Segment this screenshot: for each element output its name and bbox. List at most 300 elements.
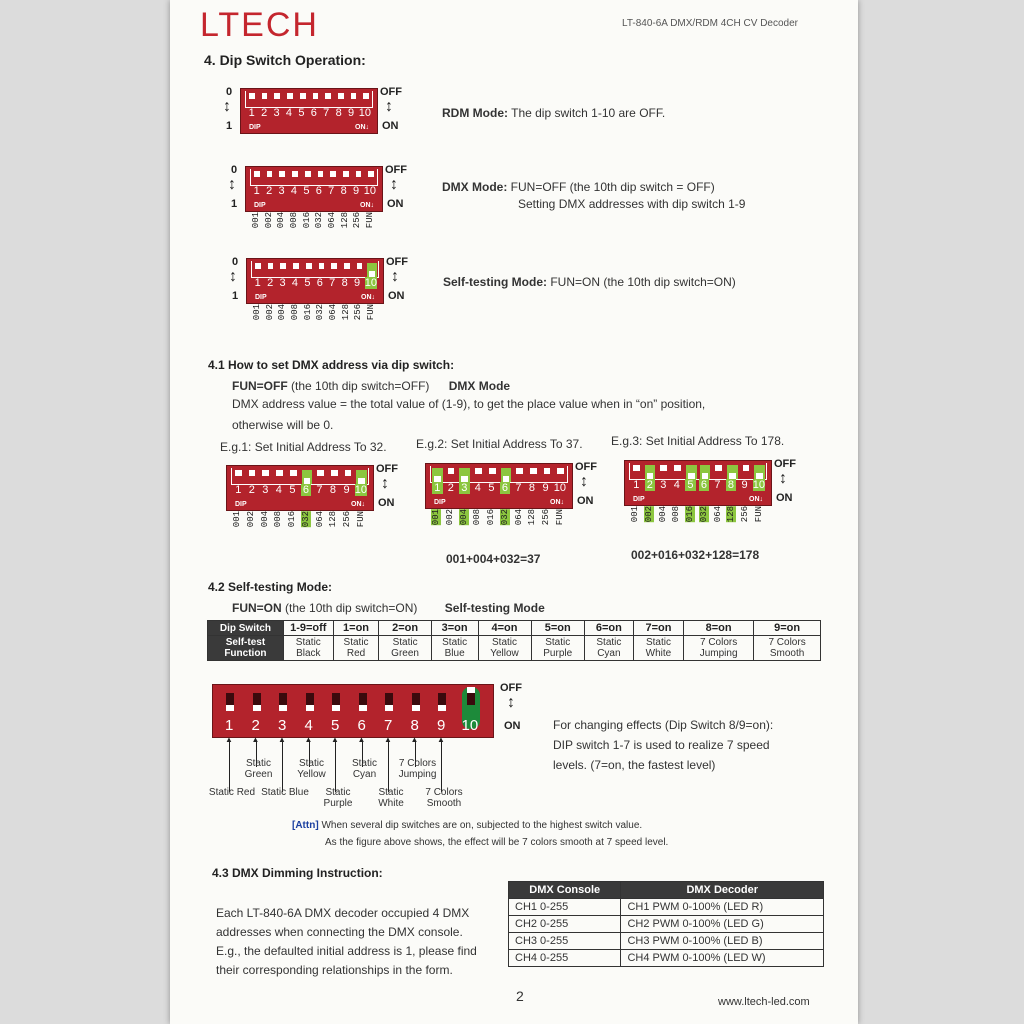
big-dip-knob xyxy=(253,705,261,711)
big-dip-knob xyxy=(226,705,234,711)
dip-slots xyxy=(233,470,367,484)
dip-number: 7 xyxy=(329,277,336,289)
dip-switch-10 xyxy=(366,171,376,185)
dip-values xyxy=(251,212,375,228)
dip-knob xyxy=(557,468,564,474)
dip-label: DIP xyxy=(434,499,446,506)
speed-note-2: DIP switch 1-7 is used to realize 7 speed xyxy=(553,738,770,752)
dip-switch-8 xyxy=(329,470,340,484)
dip-value: 001 xyxy=(431,509,441,526)
example-2-title: E.g.2: Set Initial Address To 37. xyxy=(416,437,583,451)
dip-value: 004 xyxy=(259,511,270,528)
dip-value: 008 xyxy=(472,509,483,526)
dip-value: 002 xyxy=(264,304,275,321)
dip-switch-9 xyxy=(542,468,553,482)
off-label: OFF xyxy=(386,256,408,268)
attn-note-1 xyxy=(292,820,642,831)
pointer-arrowhead: ▲ xyxy=(251,735,260,744)
dip-number: 4 xyxy=(474,482,481,494)
on-label: ON xyxy=(382,120,399,132)
dip-knob xyxy=(530,468,537,474)
effect-label-bottom: Static Blue xyxy=(261,787,309,798)
dip-value: 002 xyxy=(263,212,274,229)
dip-number: 4 xyxy=(275,484,282,496)
dip-on-label: ON↓ xyxy=(749,496,763,503)
dip-number: 4 xyxy=(291,277,299,289)
dmx-mapping-table xyxy=(508,881,824,967)
dip-switch-1 xyxy=(247,93,257,107)
dip-value: 004 xyxy=(657,506,668,523)
s42-fun-line xyxy=(232,601,545,615)
table-cell: Static Red xyxy=(333,636,379,661)
dip-knob xyxy=(331,263,337,269)
big-dip-knob xyxy=(412,705,420,711)
table-row xyxy=(509,950,824,967)
dip-switch-3 xyxy=(277,171,287,185)
dip-number: 9 xyxy=(353,185,360,197)
big-dip-knob xyxy=(306,705,314,711)
dip-values xyxy=(232,511,366,527)
on-label: ON xyxy=(577,495,594,507)
dip-number: 9 xyxy=(542,482,549,494)
dip-on-label: ON↓ xyxy=(360,202,374,209)
dip-label: DIP xyxy=(254,202,266,209)
model-name: LT-840-6A DMX/RDM 4CH CV Decoder xyxy=(622,18,798,29)
dip-switch-4 xyxy=(285,93,295,107)
dmx-mode-desc: FUN=OFF (the 10th dip switch = OFF) xyxy=(510,180,715,194)
dip-switch-8 xyxy=(727,465,738,479)
dip-switch-10 xyxy=(356,470,367,484)
table-cell: CH1 PWM 0-100% (LED R) xyxy=(621,899,824,916)
attn-note-2: As the figure above shows, the effect will be 7 colors smooth at 7 speed level. xyxy=(325,837,669,848)
dip-number: 2 xyxy=(248,484,255,496)
off-label: OFF xyxy=(385,164,407,176)
dip-number: 5 xyxy=(685,479,696,491)
dip-switch-6 xyxy=(501,468,512,482)
big-dip-knob xyxy=(359,705,367,711)
dip-value: 008 xyxy=(671,506,682,523)
big-dip-number: 8 xyxy=(410,717,419,734)
dip-switch-5 xyxy=(487,468,498,482)
dip-number: 8 xyxy=(335,107,342,119)
dip-knob xyxy=(262,470,269,476)
dip-value: 256 xyxy=(740,506,751,523)
dip-number: 5 xyxy=(289,484,296,496)
dip-knob xyxy=(235,470,242,476)
table-cell: 4=on xyxy=(478,621,531,636)
s42-fun: FUN=ON xyxy=(232,601,282,615)
self-test-dip-switch xyxy=(212,684,494,738)
dip-switch-6 xyxy=(311,93,321,107)
dip-switch-8 xyxy=(336,93,346,107)
dip-number: 10 xyxy=(553,482,567,494)
off-label: OFF xyxy=(774,458,796,470)
table-cell: Static Purple xyxy=(531,636,584,661)
dip-value: 064 xyxy=(712,506,723,523)
one-label: 1 xyxy=(226,120,233,132)
dip-footer xyxy=(633,496,763,503)
dip-switch-2 xyxy=(265,171,275,185)
dip-value: 008 xyxy=(273,511,284,528)
example-3-sum: 002+016+032+128=178 xyxy=(631,548,760,562)
effect-label-bottom: Static White xyxy=(378,787,404,809)
dip-switch-3 xyxy=(278,263,288,277)
dip-value: 128 xyxy=(328,511,339,528)
dip-switch-9 xyxy=(355,263,365,277)
dip-number: 3 xyxy=(273,107,280,119)
table-cell: Static Cyan xyxy=(584,636,633,661)
dip-switch-8 xyxy=(342,263,352,277)
table-cell: 7 Colors Jumping xyxy=(684,636,754,661)
dip-label: DIP xyxy=(255,294,267,301)
dip-knob xyxy=(715,465,722,471)
pointer-arrowhead: ▲ xyxy=(331,735,339,744)
dip-value: 128 xyxy=(527,509,538,526)
table-cell: 7 Colors Smooth xyxy=(754,636,821,661)
table-cell: 1-9=off xyxy=(283,621,333,636)
effect-label-bottom: Static Purple xyxy=(323,787,353,809)
big-dip-number: 1 xyxy=(225,717,234,734)
dip-switch-7 xyxy=(514,468,525,482)
dip-knob xyxy=(356,171,362,177)
dip-value: FUN xyxy=(753,506,764,523)
dip-number: 9 xyxy=(343,484,350,496)
dip-switch-3 xyxy=(658,465,669,479)
dmx-table-header xyxy=(509,882,824,899)
updown-arrow: ↕ xyxy=(391,268,399,285)
dip-value: 256 xyxy=(342,511,353,528)
on-label: ON xyxy=(387,198,404,210)
dip-knob xyxy=(290,470,297,476)
s43-line-3: E.g., the defaulted initial address is 1, please find xyxy=(216,944,477,958)
dip-knob xyxy=(345,470,352,476)
footer-url: www.ltech-led.com xyxy=(718,996,810,1008)
table-row xyxy=(509,916,824,933)
s42-mode: Self-testing Mode xyxy=(444,601,545,615)
table-cell: 2=on xyxy=(379,621,431,636)
big-dip-slot xyxy=(412,693,420,711)
big-dip-number: 2 xyxy=(251,717,260,734)
big-dip-switch-7 xyxy=(382,693,396,711)
big-dip-knob xyxy=(332,705,340,711)
dip-knob xyxy=(319,263,325,269)
zero-label: 0 xyxy=(226,86,233,98)
dip-knob xyxy=(743,465,750,471)
rdm-mode-text xyxy=(442,106,665,120)
big-dip-number: 6 xyxy=(357,717,366,734)
updown-arrow: ↕ xyxy=(385,98,393,115)
pointer-line xyxy=(229,742,230,792)
dip-number: 6 xyxy=(500,482,511,494)
dip-value: 128 xyxy=(726,506,737,523)
dip-switch-7 xyxy=(328,171,338,185)
big-dip-slot xyxy=(438,693,446,711)
dmx-mode-text xyxy=(442,180,715,194)
dip-switch-2 xyxy=(645,465,656,479)
table-cell: CH2 PWM 0-100% (LED G) xyxy=(621,916,824,933)
self-test-dip-switch-small xyxy=(246,258,384,304)
dip-switch-5 xyxy=(304,263,314,277)
updown-arrow-left: ↕ xyxy=(223,98,231,115)
big-on-label: ON xyxy=(504,720,521,732)
dip-slots xyxy=(247,93,371,107)
dip-switch-3 xyxy=(260,470,271,484)
dip-knob xyxy=(448,468,455,474)
dip-knob xyxy=(325,93,331,99)
dip-knob xyxy=(674,465,681,471)
big-dip-switch-1 xyxy=(223,693,237,711)
dip-number: 10 xyxy=(363,185,377,197)
dip-number: 7 xyxy=(515,482,522,494)
table-cell: CH4 PWM 0-100% (LED W) xyxy=(621,950,824,967)
one-label: 1 xyxy=(232,290,239,302)
big-dip-switch-9 xyxy=(435,693,449,711)
dip-number: 3 xyxy=(262,484,269,496)
dip-footer xyxy=(255,294,375,301)
big-dip-knob xyxy=(385,705,393,711)
dip-switch-7 xyxy=(329,263,339,277)
table-row xyxy=(509,933,824,950)
off-label: OFF xyxy=(376,463,398,475)
table-cell: Static Yellow xyxy=(478,636,531,661)
dip-number: 7 xyxy=(316,484,323,496)
dip-value: 256 xyxy=(352,212,363,229)
dip-value: 064 xyxy=(314,511,325,528)
dip-slots xyxy=(432,468,566,482)
table-cell: CH2 0-255 xyxy=(509,916,621,933)
dip-knob xyxy=(516,468,523,474)
speed-note-1: For changing effects (Dip Switch 8/9=on): xyxy=(553,718,774,732)
dip-number: 5 xyxy=(303,185,310,197)
dip-number: 3 xyxy=(459,482,470,494)
off-label: OFF xyxy=(380,86,402,98)
big-dip-slot xyxy=(253,693,261,711)
effect-label-top: Static Yellow xyxy=(297,758,326,780)
table-cell: 3=on xyxy=(431,621,478,636)
dip-knob xyxy=(633,465,640,471)
dip-values xyxy=(252,304,376,320)
dip-slots xyxy=(253,263,377,277)
dip-switch-4 xyxy=(473,468,484,482)
dip-value: 004 xyxy=(458,509,469,526)
table-cell: 1=on xyxy=(333,621,379,636)
dip-value: 032 xyxy=(300,511,311,528)
dip-number: 6 xyxy=(315,185,322,197)
dip-on-label: ON↓ xyxy=(351,501,365,508)
page-number: 2 xyxy=(516,988,524,1004)
big-dip-slot xyxy=(385,693,393,711)
pointer-arrowhead: ▲ xyxy=(278,735,286,744)
dip-switch-6 xyxy=(317,263,327,277)
dip-number: 8 xyxy=(726,479,737,491)
dip-value: 032 xyxy=(499,509,510,526)
table-cell: Static Blue xyxy=(431,636,478,661)
dip-footer xyxy=(235,501,365,508)
self-test-row-switch xyxy=(208,621,821,636)
dip-switch-3 xyxy=(459,468,470,482)
dip-number: 4 xyxy=(285,107,293,119)
dip-value: 064 xyxy=(513,509,524,526)
big-off-label: OFF xyxy=(500,682,522,694)
dip-footer xyxy=(249,124,369,131)
dip-knob xyxy=(287,93,293,99)
dip-switch-6 xyxy=(700,465,711,479)
dip-number: 8 xyxy=(341,277,348,289)
dip-knob xyxy=(363,93,369,99)
dip-switch-4 xyxy=(672,465,683,479)
table-cell: 9=on xyxy=(754,621,821,636)
dip-value: 128 xyxy=(339,212,350,229)
big-dip-switch-6 xyxy=(356,693,370,711)
s41-fun-desc: (the 10th dip switch=OFF) xyxy=(291,379,430,393)
table-cell: 5=on xyxy=(531,621,584,636)
big-dip-number: 3 xyxy=(278,717,287,734)
dip-number: 8 xyxy=(528,482,536,494)
dmx-console-header: DMX Console xyxy=(509,882,621,899)
dip-knob xyxy=(274,93,280,99)
dip-switch-8 xyxy=(528,468,539,482)
manual-page xyxy=(170,0,858,1024)
rdm-mode-label: RDM Mode: xyxy=(442,106,508,120)
dip-values xyxy=(431,509,565,525)
dip-number: 3 xyxy=(279,277,286,289)
dmx-mode-label: DMX Mode: xyxy=(442,180,508,194)
dip-switch-6 xyxy=(302,470,313,484)
section-4-2-title: 4.2 Self-testing Mode: xyxy=(208,580,333,594)
dip-knob xyxy=(351,93,357,99)
dip-number: 1 xyxy=(432,482,443,494)
dip-number: 5 xyxy=(304,277,311,289)
dip-value: 001 xyxy=(630,506,640,523)
dip-switch-9 xyxy=(741,465,752,479)
speed-note-3: levels. (7=on, the fastest level) xyxy=(553,758,716,772)
dip-number: 2 xyxy=(447,482,454,494)
big-dip-knob xyxy=(438,705,446,711)
table-cell: CH3 PWM 0-100% (LED B) xyxy=(621,933,824,950)
on-label: ON xyxy=(776,492,793,504)
updown-arrow: ↕ xyxy=(390,176,398,193)
pointer-arrowhead: ▲ xyxy=(304,735,313,744)
dip-knob xyxy=(262,93,268,99)
dip-switch-1 xyxy=(233,470,244,484)
s41-line1: DMX address value = the total value of (1-9), to get the place value when in “on” position, xyxy=(232,397,706,411)
example-2-dip-switch xyxy=(425,463,573,509)
dip-knob xyxy=(343,171,349,177)
s43-line-2: addresses when connecting the DMX console. xyxy=(216,925,463,939)
dip-knob xyxy=(292,171,298,177)
dip-switch-5 xyxy=(298,93,308,107)
updown-arrow-left: ↕ xyxy=(228,176,236,193)
dip-number: 3 xyxy=(660,479,667,491)
dip-knob xyxy=(254,171,260,177)
big-dip-number: 4 xyxy=(304,717,313,734)
dmx-mode-desc2: Setting DMX addresses with dip switch 1-9 xyxy=(518,197,746,211)
dip-number: 1 xyxy=(254,277,261,289)
dip-value: FUN xyxy=(554,509,565,526)
dip-number: 10 xyxy=(364,277,378,289)
dip-knob xyxy=(660,465,667,471)
dip-switch-4 xyxy=(274,470,285,484)
dip-label: DIP xyxy=(633,496,645,503)
dip-switch-1 xyxy=(432,468,443,482)
dip-switch-2 xyxy=(260,93,270,107)
pointer-arrowhead: ▲ xyxy=(410,735,419,744)
updown-arrow: ↕ xyxy=(779,470,787,487)
dip-value: FUN xyxy=(364,212,375,229)
dip-knob xyxy=(338,93,344,99)
big-dip-slot xyxy=(467,687,475,705)
dip-value: 016 xyxy=(486,509,497,526)
dip-knob xyxy=(313,93,319,99)
dip-switch-4 xyxy=(290,171,300,185)
pointer-arrowhead: ▲ xyxy=(357,735,366,744)
updown-arrow: ↕ xyxy=(381,475,389,492)
dip-numbers xyxy=(252,185,376,197)
dip-switch-7 xyxy=(713,465,724,479)
dip-knob xyxy=(368,171,374,177)
dip-value: 032 xyxy=(315,304,326,321)
big-updown-arrow: ↕ xyxy=(507,694,515,711)
dip-numbers xyxy=(253,277,377,289)
big-dip-knob xyxy=(279,705,287,711)
table-cell: Static Black xyxy=(283,636,333,661)
example-1-title: E.g.1: Set Initial Address To 32. xyxy=(220,440,387,454)
dip-knob xyxy=(279,171,285,177)
self-test-table xyxy=(207,620,821,661)
dip-number: 1 xyxy=(253,185,260,197)
dip-knob xyxy=(344,263,350,269)
dip-switch-1 xyxy=(631,465,642,479)
dip-value: 128 xyxy=(340,304,351,321)
section-4-3-title: 4.3 DMX Dimming Instruction: xyxy=(212,866,383,880)
dip-switch-9 xyxy=(349,93,359,107)
dip-number: 6 xyxy=(301,484,312,496)
effect-label-top: Static Cyan xyxy=(351,758,377,780)
dip-value: 016 xyxy=(685,506,696,523)
self-test-mode-desc: FUN=ON (the 10th dip switch=ON) xyxy=(550,275,736,289)
s43-line-4: their corresponding relationships in the form. xyxy=(216,963,453,977)
dip-knob xyxy=(276,470,283,476)
big-dip-number: 10 xyxy=(461,717,479,734)
self-test-row-function xyxy=(208,636,821,661)
dip-number: 10 xyxy=(354,484,368,496)
table-cell: CH4 0-255 xyxy=(509,950,621,967)
dip-values xyxy=(630,506,764,522)
dip-knob xyxy=(249,93,255,99)
table-cell: 6=on xyxy=(584,621,633,636)
table-cell: Static White xyxy=(633,636,683,661)
table-cell: CH1 0-255 xyxy=(509,899,621,916)
dip-value: 064 xyxy=(326,212,337,229)
dip-number: 6 xyxy=(699,479,710,491)
dip-label: DIP xyxy=(235,501,247,508)
dip-value: FUN xyxy=(365,304,376,321)
dip-value: 016 xyxy=(287,511,298,528)
dip-number: 7 xyxy=(714,479,721,491)
dip-knob xyxy=(267,171,273,177)
table-cell: CH3 0-255 xyxy=(509,933,621,950)
dip-value: 001 xyxy=(252,304,262,321)
rdm-mode-desc: The dip switch 1-10 are OFF. xyxy=(511,106,666,120)
dip-switch-3 xyxy=(272,93,282,107)
dip-switch-2 xyxy=(266,263,276,277)
dip-knob xyxy=(317,470,324,476)
dip-number: 1 xyxy=(248,107,255,119)
dip-numbers xyxy=(631,479,765,491)
s41-mode: DMX Mode xyxy=(448,379,511,393)
s41-line2: otherwise will be 0. xyxy=(232,418,334,432)
dip-number: 8 xyxy=(329,484,337,496)
